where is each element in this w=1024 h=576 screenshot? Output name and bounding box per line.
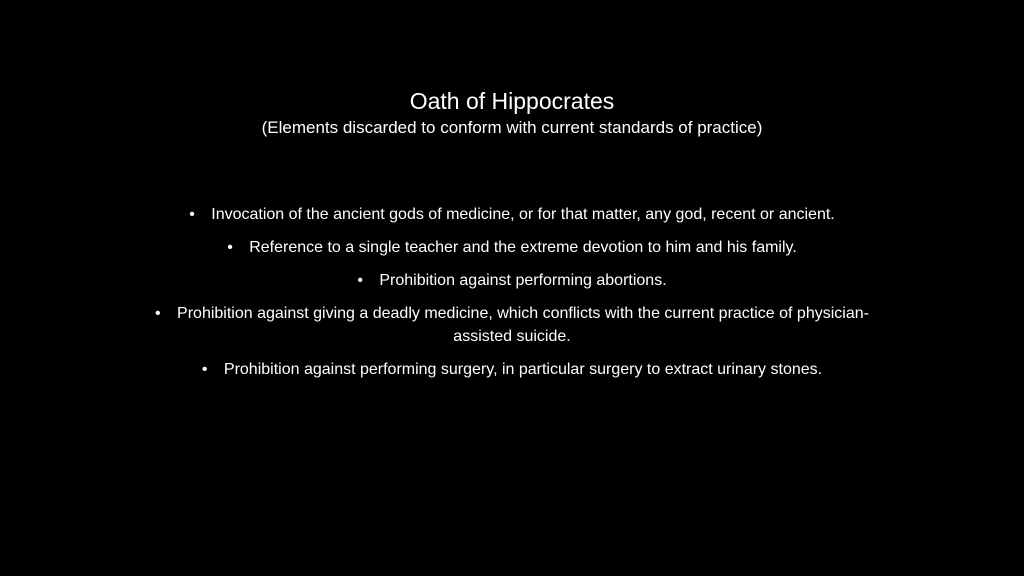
title-block xyxy=(0,86,1024,140)
bullet-icon: • xyxy=(201,361,208,378)
bullet-text: Invocation of the ancient gods of medicine, or for that matter, any god, recent or ancient. xyxy=(211,206,835,223)
bullet-text: Reference to a single teacher and the extreme devotion to him and his family. xyxy=(249,239,797,256)
bullet-icon: • xyxy=(189,206,195,223)
list-item xyxy=(150,269,874,292)
list-item xyxy=(150,302,874,348)
bullet-text: Prohibition against performing abortions. xyxy=(379,272,667,289)
slide-title: Oath of Hippocrates xyxy=(409,88,615,114)
list-item xyxy=(150,203,874,226)
bullet-icon: • xyxy=(155,305,161,322)
bullet-text: Prohibition against giving a deadly medicine, which conflicts with the current practice of physician-assisted suicide. xyxy=(177,305,869,345)
bullet-list xyxy=(150,203,874,391)
bullet-icon: • xyxy=(227,239,233,256)
bullet-text: Prohibition against performing surgery, in particular surgery to extract urinary stones. xyxy=(223,361,823,378)
list-item xyxy=(150,358,874,381)
bullet-icon: • xyxy=(357,272,363,289)
list-item xyxy=(150,236,874,259)
slide-subtitle: (Elements discarded to conform with current standards of practice) xyxy=(261,118,763,137)
